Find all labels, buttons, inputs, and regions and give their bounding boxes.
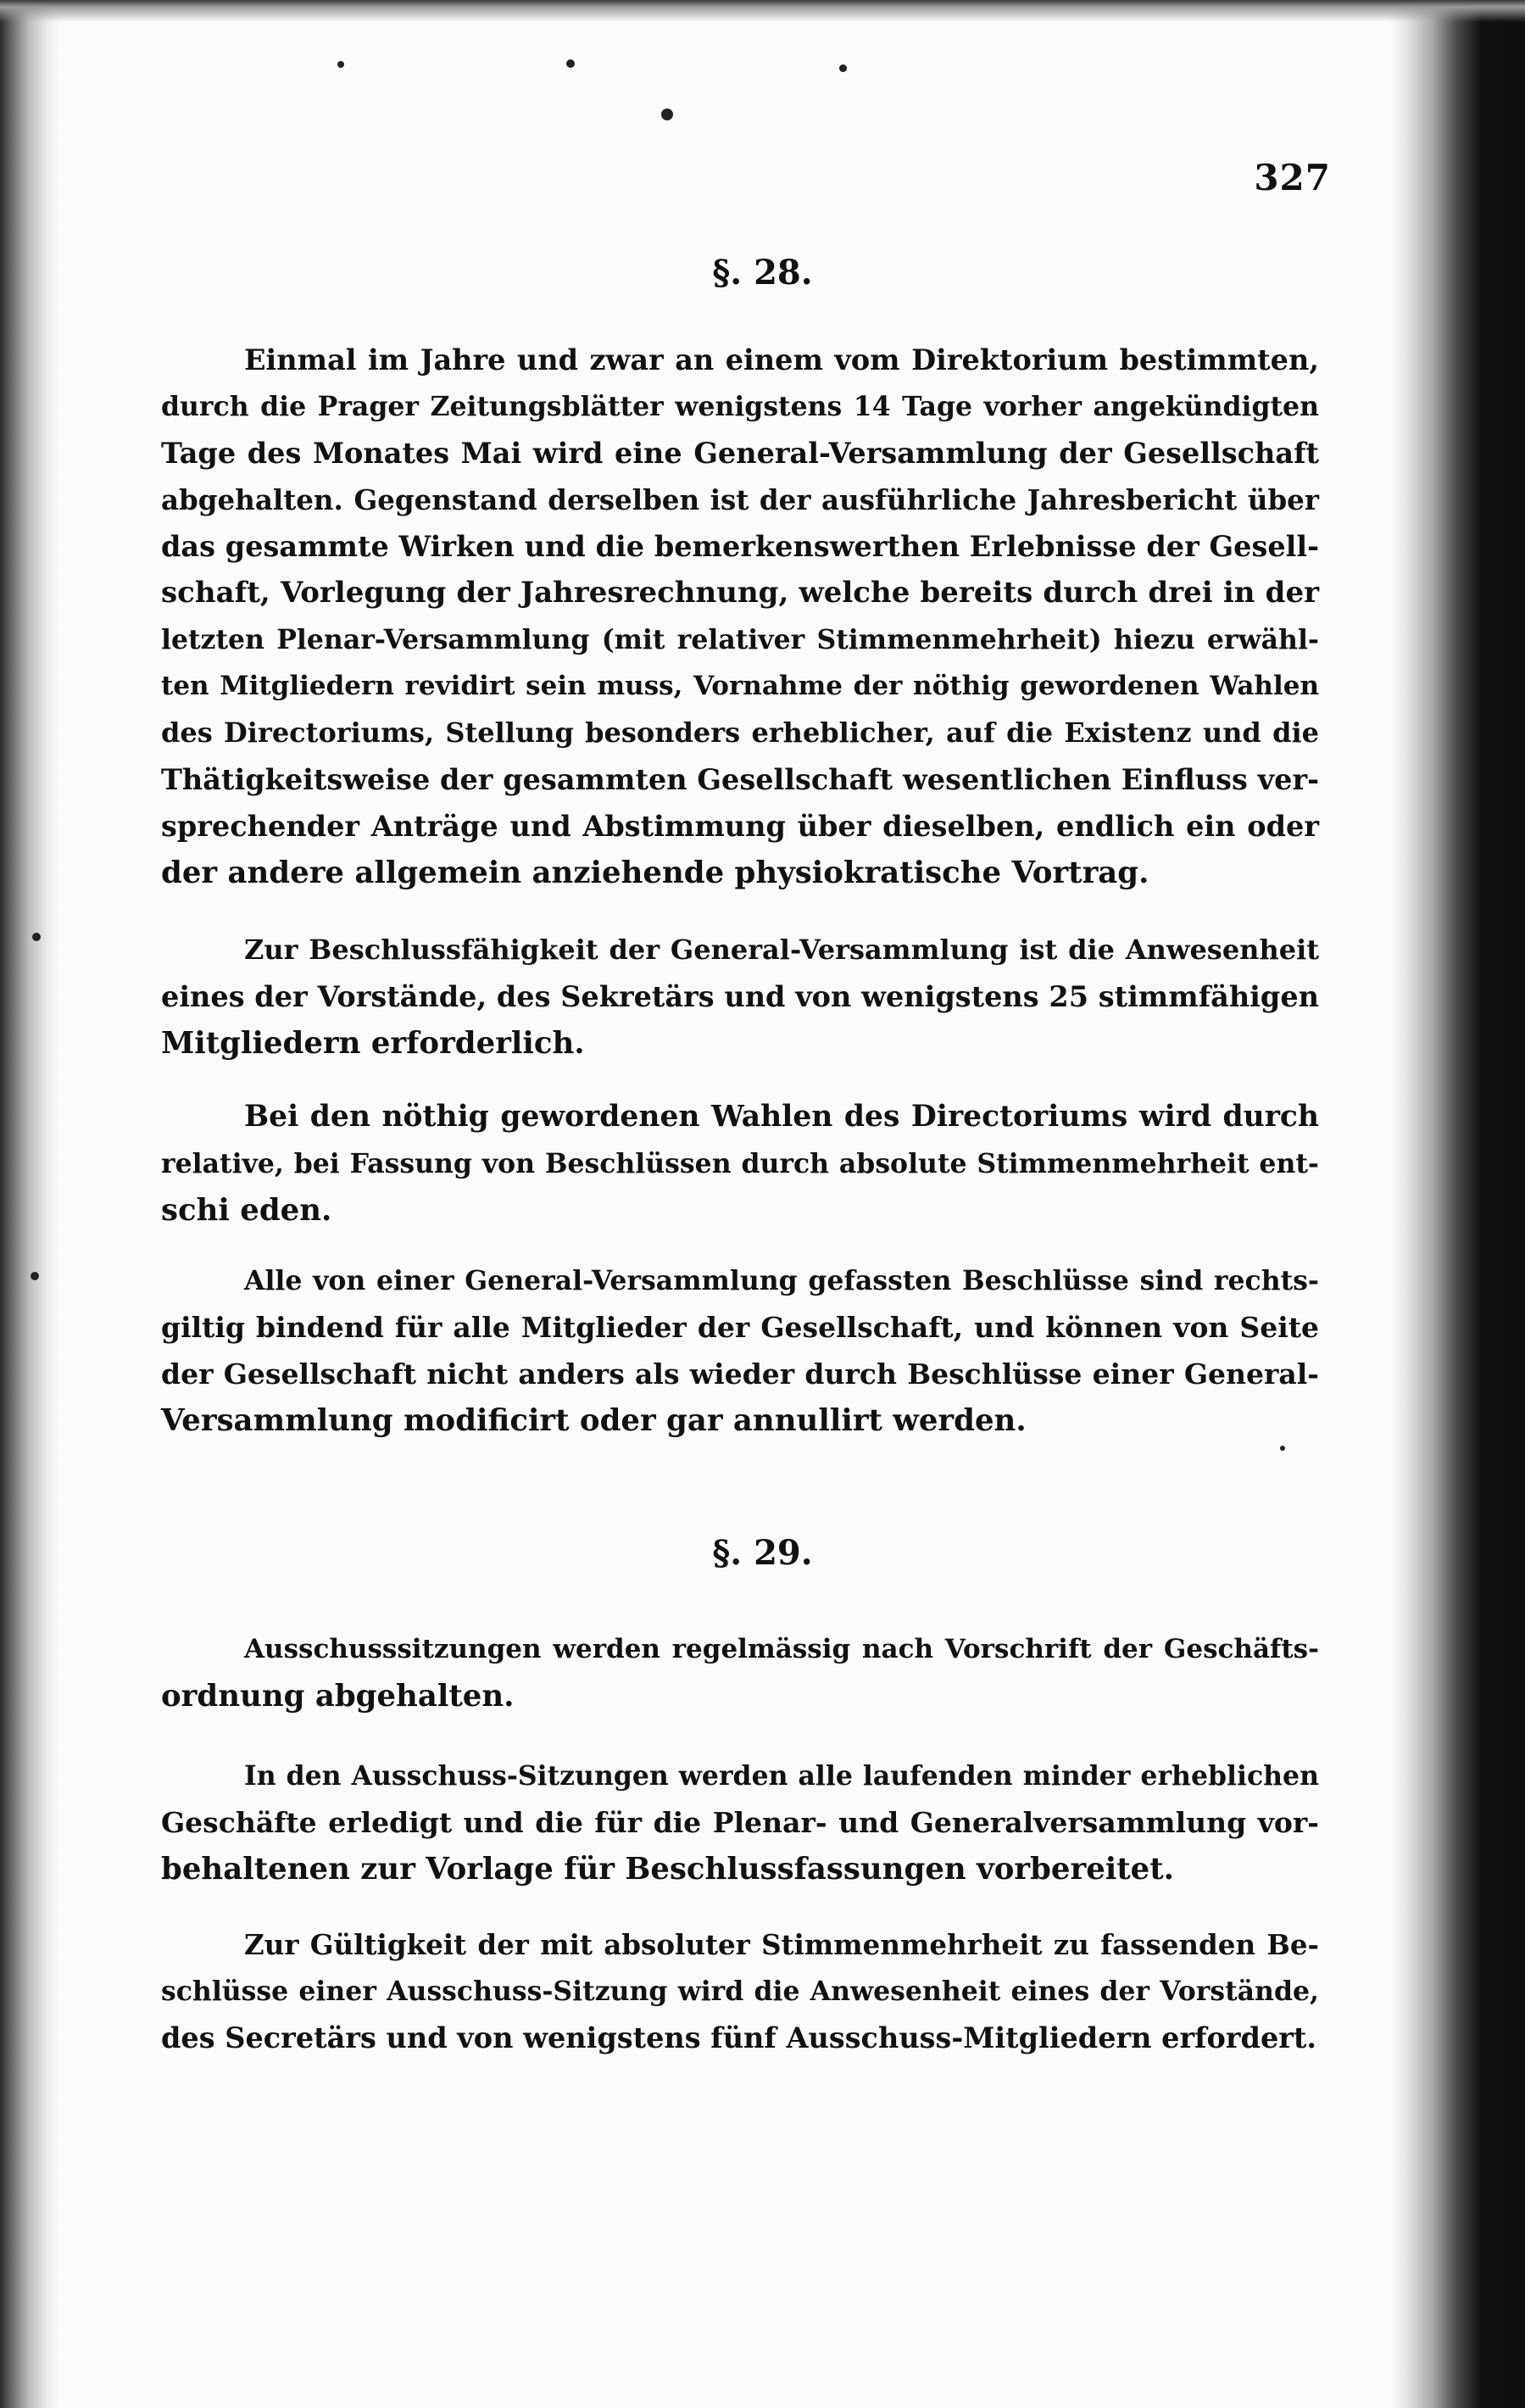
text-line: das gesammte Wirken und die bemerkenswerthen Erlebnisse der Gesell- <box>161 530 1319 563</box>
text-line: Geschäfte erledigt und die für die Plenar- und Generalversammlung vor- <box>161 1806 1319 1839</box>
section-29-heading: §. 29. <box>712 1533 813 1573</box>
text-line: Versammlung modificirt oder gar annullirt werden. <box>161 1403 1027 1438</box>
text-line: Tage des Monates Mai wird eine General-Versammlung der Gesellschaft <box>161 437 1319 470</box>
text-line: Zur Gültigkeit der mit absoluter Stimmenmehrheit zu fassenden Be- <box>244 1928 1319 1961</box>
scan-right-edge <box>1389 0 1525 2408</box>
section-29-paragraph-2 <box>161 1753 1319 1892</box>
text-line: Bei den nöthig gewordenen Wahlen des Directoriums wird durch <box>244 1100 1319 1134</box>
print-speck <box>31 1272 39 1280</box>
text-line: letzten Plenar-Versammlung (mit relativer Stimmenmehrheit) hiezu erwähl- <box>161 624 1319 655</box>
text-line: schaft, Vorlegung der Jahresrechnung, welche bereits durch drei in der <box>161 576 1319 610</box>
section-28-paragraph-3 <box>161 1094 1319 1234</box>
print-speck <box>337 61 344 68</box>
print-speck <box>566 59 575 68</box>
text-line: sprechender Anträge und Abstimmung über dieselben, endlich ein oder <box>161 810 1319 843</box>
section-29-paragraph-3 <box>161 1921 1319 2061</box>
text-line: giltig bindend für alle Mitglieder der Gesellschaft, und können von Seite <box>161 1311 1319 1344</box>
print-speck <box>661 109 673 120</box>
text-line: abgehalten. Gegenstand derselben ist der ausführliche Jahresbericht über <box>161 483 1319 516</box>
text-line: der andere allgemein anziehende physiokratische Vortrag. <box>161 856 1149 890</box>
print-speck <box>839 64 847 72</box>
text-line: ordnung abgehalten. <box>161 1679 515 1714</box>
section-28-paragraph-2 <box>161 927 1319 1067</box>
text-line: Einmal im Jahre und zwar an einem vom Direktorium bestimmten, <box>244 343 1319 376</box>
section-28-paragraph-4 <box>161 1257 1319 1444</box>
text-line: In den Ausschuss-Sitzungen werden alle laufenden minder erheblichen <box>244 1760 1319 1792</box>
text-line: Thätigkeitsweise der gesammten Gesellschaft wesentlichen Einfluss ver- <box>161 763 1319 796</box>
scan-left-edge <box>0 0 59 2408</box>
text-line: des Directoriums, Stellung besonders erheblicher, auf die Existenz und die <box>161 716 1319 749</box>
text-line: des Secretärs und von wenigstens fünf Ausschuss-Mitgliedern erfordert. <box>161 2021 1317 2054</box>
text-line: ten Mitgliedern revidirt sein muss, Vornahme der nöthig gewordenen Wahlen <box>161 671 1319 701</box>
text-line: schi eden. <box>161 1193 332 1228</box>
print-speck <box>1280 1446 1285 1451</box>
page-number: 327 <box>1254 157 1331 198</box>
text-line: der Gesellschaft nicht anders als wieder durch Beschlüsse einer General- <box>161 1357 1319 1391</box>
scan-top-edge <box>0 0 1525 22</box>
section-28-paragraph-1 <box>161 337 1319 896</box>
text-line: schlüsse einer Ausschuss-Sitzung wird die Anwesenheit eines der Vorstände, <box>161 1976 1319 2007</box>
text-line: Ausschusssitzungen werden regelmässig nach Vorschrift der Geschäfts- <box>244 1634 1319 1664</box>
text-line: relative, bei Fassung von Beschlüssen durch absolute Stimmenmehrheit ent- <box>161 1148 1319 1179</box>
text-line: eines der Vorstände, des Sekretärs und von wenigstens 25 stimmfähigen <box>161 980 1319 1013</box>
text-line: Zur Beschlussfähigkeit der General-Versammlung ist die Anwesenheit <box>244 934 1319 966</box>
print-speck <box>32 933 41 941</box>
text-line: Mitgliedern erforderlich. <box>161 1026 585 1061</box>
text-line: Alle von einer General-Versammlung gefassten Beschlüsse sind rechts- <box>244 1265 1319 1296</box>
text-line: behaltenen zur Vorlage für Beschlussfassungen vorbereitet. <box>161 1852 1175 1887</box>
text-line: durch die Prager Zeitungsblätter wenigstens 14 Tage vorher angekündigten <box>161 391 1319 422</box>
section-29-paragraph-1 <box>161 1626 1319 1720</box>
section-28-heading: §. 28. <box>712 253 813 293</box>
